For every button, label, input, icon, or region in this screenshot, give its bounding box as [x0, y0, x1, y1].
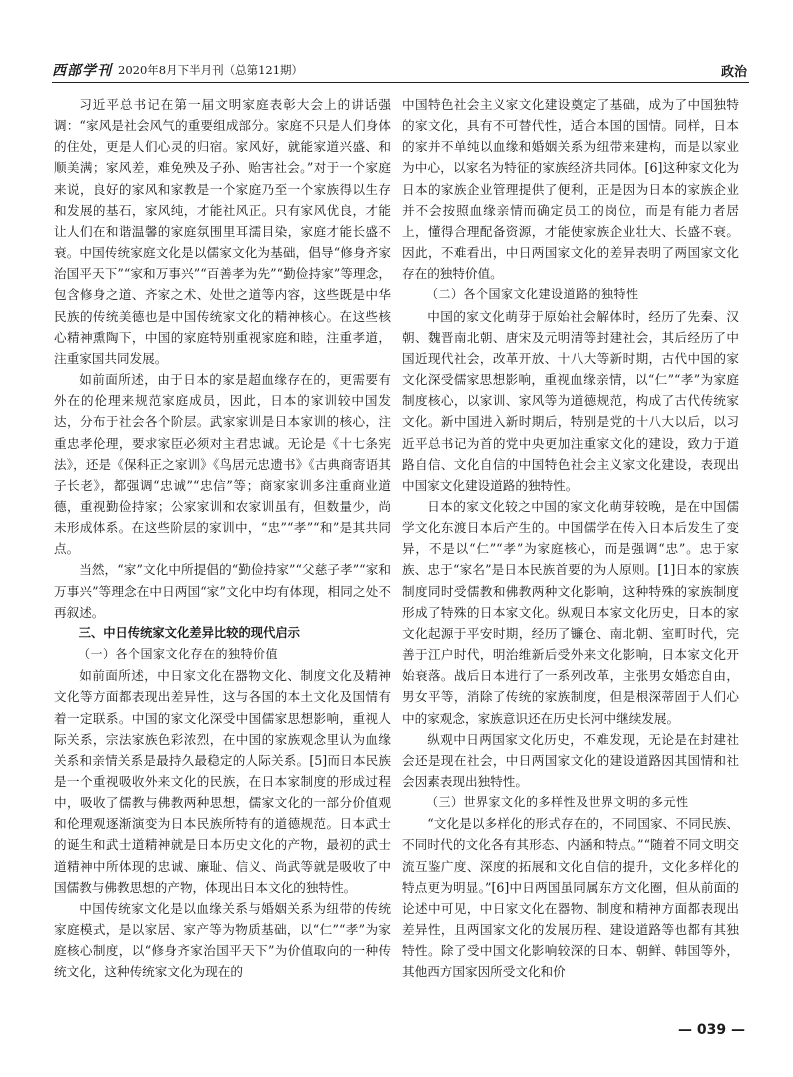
body-paragraph: 日本的家文化较之中国的家文化萌芽较晚，是在中国儒学文化东渡日本后产生的。中国儒学在传入日本后发生了变异，不是以“仁”“孝”为家庭核心，而是强调“忠”。忠于家族、忠于“家名”是日本民族首要的为人原则。[1]日本的家族制度同时受儒教和佛教两种文化影响，这种特殊的家族制度形成了特殊的日本家文化。纵观日本家文化历史，日本的家文化起源于平安时期，经历了镰仓、南北朝、室町时代，完善于江户时代，明治维新后受外来文化影响，日本家文化开始衰落。战后日本进行了一系列改革，主张男女婚恋自由，男女平等，消除了传统的家族制度，但是根深蒂固于人们心中的家观念，家族意识还在历史长河中继续发展。 [402, 498, 739, 726]
body-paragraph: 中国特色社会主义家文化建设奠定了基础，成为了中国独特的家文化，具有不可替代性，适合本国的国情。同样，日本的家并不单纯以血缘和婚姻关系为纽带来建构，而是以家业为中心，以家名为特征的家族经济共同体。[6]这种家文化为日本的家族企业管理提供了便利，正是因为日本的家族企业并不会按照血缘亲情而确定员工的岗位，而是有能力者居上，懂得合理配备资源，才能使家族企业壮大、长盛不衰。因此，不难看出，中日两国家文化的差异表明了两国家文化存在的独特价值。 [402, 97, 739, 282]
body-paragraph: 习近平总书记在第一届文明家庭表彰大会上的讲话强调：“家风是社会风气的重要组成部分。家庭不只是人们身体的住处，更是人们心灵的归宿。家风好，就能家道兴盛、和顺美满；家风差，难免殃及子孙、贻害社会。”对于一个家庭来说，良好的家风和家教是一个家庭乃至一个家族得以生存和发展的基石，家风纯，才能社风正。只有家风优良，才能让人们在和谐温馨的家庭氛围里耳濡目染，家庭才能长盛不衰。中国传统家庭文化是以儒家文化为基础，倡导“修身齐家治国平天下”“家和万事兴”“百善孝为先”“勤俭持家”等理念，包含修身之道、齐家之术、处世之道等内容，这些既是中华民族的传统美德也是中国传统家文化的精神核心。在这些核心精神熏陶下，中国的家庭特别重视家庭和睦，注重孝道，注重家国共同发展。 [54, 97, 391, 366]
issue-info: 2020年8月下半月刊（总第121期） [118, 63, 304, 77]
body-paragraph: 中国传统家文化是以血缘关系与婚姻关系为纽带的传统家庭模式，是以家居、家产等为物质基础，以“仁”“孝”为家庭核心制度，以“修身齐家治国平天下”为价值取向的一种传统文化，这种传统家文化为现在的 [54, 900, 391, 980]
body-paragraph: 当然，“家”文化中所提倡的“勤俭持家”“父慈子孝”“家和万事兴”等理念在中日两国“家”文化中均有体现，相同之处不再叙述。 [54, 562, 391, 620]
subsection-heading: （一）各个国家文化存在的独特价值 [78, 647, 279, 662]
subsection-heading: （二）各个国家文化建设道路的独特性 [426, 287, 639, 302]
body-paragraph: “文化是以多样化的形式存在的，不同国家、不同民族、不同时代的文化各有其形态、内涵和特点。”“随着不同文明交流互鉴广度、深度的拓展和文化自信的提升，文化多样化的特点更为明显。”[6]中日两国虽同属东方文化圈，但从前面的论述中可见，中日家文化在器物、制度和精神方面都表现出差异性，且两国家文化的发展历程、建设道路等也都有其独特性。除了受中国文化影响较深的日本、朝鲜、韩国等外，其他西方国家因所受文化和价 [402, 816, 739, 980]
body-paragraph: 如前面所述，中日家文化在器物文化、制度文化及精神文化等方面都表现出差异性，这与各国的本土文化及国情有着一定联系。中国的家文化深受中国儒家思想影响，重视人际关系，宗法家族色彩浓烈，在中国的家族观念里认为血缘关系和亲情关系是最持久最稳定的人际关系。[5]而日本民族是一个重视吸收外来文化的民族，在日本家制度的形成过程中，吸收了儒教与佛教两种思想，儒家文化的一部分价值观和伦理观逐渐演变为日本民族所特有的道德规范。日本武士的诞生和武士道精神就是日本历史文化的产物，最初的武士道精神中所体现的忠诚、廉耻、信义、尚武等就是吸收了中国儒教与佛教思想的产物，体现出日本文化的独特性。 [54, 668, 391, 895]
left-column [54, 94, 391, 1029]
right-column [402, 94, 739, 1029]
journal-logo: 西部学刊 [52, 63, 112, 79]
body-paragraph: 中国的家文化萌芽于原始社会解体时，经历了先秦、汉朝、魏晋南北朝、唐宋及元明清等封建社会，其后经历了中国近现代社会，改革开放、十八大等新时期，古代中国的家文化深受儒家思想影响，重视血缘亲情，以“仁”“孝”为家庭制度核心，以家训、家风等为道德规范，构成了古代传统家文化。新中国进入新时期后，特别是党的十八大以后，以习近平总书记为首的党中央更加注重家文化的建设，致力于道路自信、文化自信的中国特色社会主义家文化建设，表现出中国家文化建设道路的独特性。 [402, 308, 739, 493]
section-heading: 三、中日传统家文化差异比较的现代启示 [78, 625, 300, 640]
subsection-heading: （三）世界家文化的多样性及世界文明的多元性 [426, 795, 689, 810]
body-paragraph: 如前面所述，由于日本的家是超血缘存在的，更需要有外在的伦理来规范家庭成员，因此，日本的家训较中国发达，分布于社会各个阶层。武家家训是日本家训的核心，注重忠孝伦理，要求家臣必须对主君忠诚。无论是《十七条宪法》，还是《保科正之家训》《鸟居元忠遗书》《古典商寄语其子长老》，都强调“忠诚”“忠信”等；商家家训多注重商业道德，重视勤俭持家；公家家训和农家训虽有，但数量少，尚未形成体系。在这些阶层的家训中，“忠”“孝”“和”是其共同点。 [54, 372, 391, 557]
section-name: 政治 [720, 65, 747, 80]
body-paragraph: 纵观中日两国家文化历史，不难发现，无论是在封建社会还是现在社会，中日两国家文化的建设道路因其国情和社会因素表现出独特性。 [402, 731, 739, 789]
page-header [52, 58, 749, 83]
page-number: — 039 — [678, 1022, 745, 1038]
